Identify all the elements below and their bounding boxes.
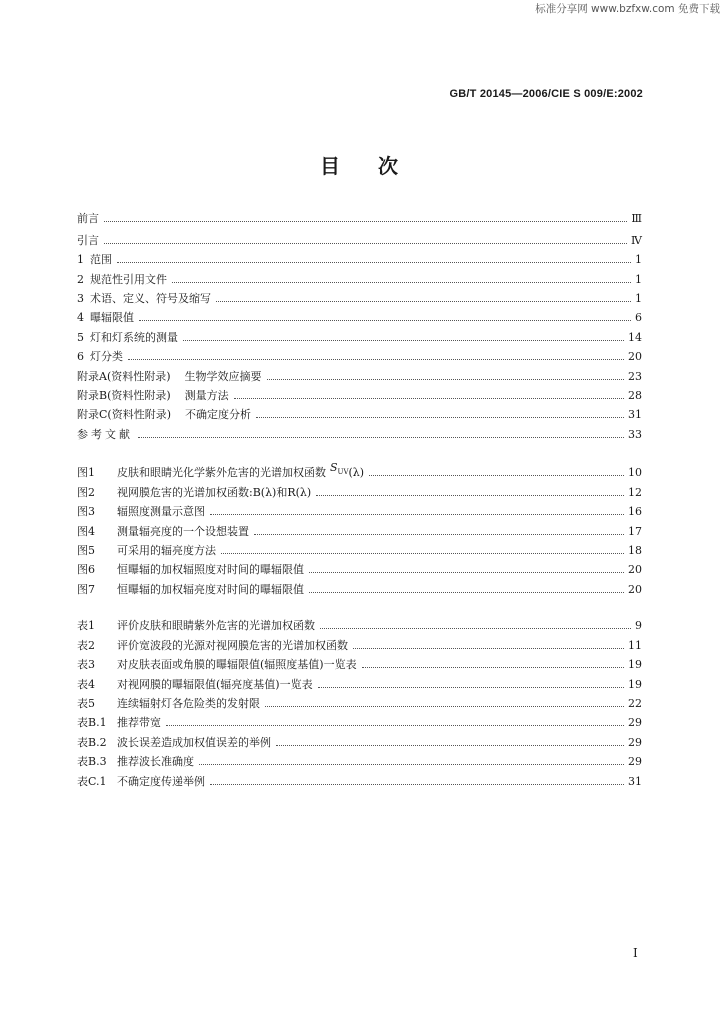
symbol-subscript: UV bbox=[337, 468, 349, 477]
toc-entry-section bbox=[77, 344, 642, 363]
entry-number: 2 bbox=[77, 272, 84, 286]
entry-title: 对视网膜的曝辐限值(辐亮度基值)一览表 bbox=[117, 677, 313, 691]
entry-page-number: 29 bbox=[628, 735, 642, 749]
entry-title: 范围 bbox=[90, 253, 112, 267]
entry-page-number: 28 bbox=[628, 388, 642, 402]
toc-entry-table bbox=[77, 749, 642, 768]
entry-title: 前言 bbox=[77, 212, 99, 226]
entry-title: 皮肤和眼睛光化学紫外危害的光谱加权函数 bbox=[117, 466, 326, 480]
entry-title: 恒曝辐的加权辐亮度对时间的曝辐限值 bbox=[117, 582, 304, 596]
toc-entry-figure bbox=[77, 576, 642, 595]
dot-leader bbox=[210, 784, 624, 785]
toc-entry-annex bbox=[77, 402, 642, 421]
dot-leader bbox=[183, 340, 624, 341]
page-title: 目次 bbox=[320, 154, 436, 178]
entry-page-number: 1 bbox=[635, 291, 642, 305]
entry-number: 图1 bbox=[77, 466, 95, 480]
entry-page-number: 18 bbox=[628, 543, 642, 557]
toc-sections bbox=[77, 206, 642, 441]
toc-entry-table bbox=[77, 691, 642, 710]
entry-page-number: 19 bbox=[628, 658, 642, 672]
entry-number: 表3 bbox=[77, 658, 95, 672]
entry-number: 图5 bbox=[77, 543, 95, 557]
toc-entry-table bbox=[77, 729, 642, 748]
toc-entry-figure bbox=[77, 518, 642, 537]
toc-entry-section bbox=[77, 247, 642, 266]
entry-title: 可采用的辐亮度方法 bbox=[117, 543, 216, 557]
entry-symbol bbox=[330, 461, 349, 479]
entry-number: 表5 bbox=[77, 696, 95, 710]
entry-page-number: 1 bbox=[635, 253, 642, 267]
entry-page-number: 1 bbox=[635, 272, 642, 286]
entry-number: 6 bbox=[77, 350, 84, 364]
entry-page-number: 17 bbox=[628, 524, 642, 538]
dot-leader bbox=[369, 475, 624, 476]
dot-leader bbox=[104, 221, 627, 222]
entry-title: 测量方法 bbox=[184, 388, 229, 402]
entry-page-number: 9 bbox=[635, 619, 642, 633]
entry-title: 视网膜危害的光谱加权函数:B(λ)和R(λ) bbox=[117, 485, 312, 499]
dot-leader bbox=[267, 379, 624, 380]
entry-number: 附录C(资料性附录) bbox=[77, 408, 171, 422]
toc-entry-foreword bbox=[77, 206, 642, 225]
toc-figures bbox=[77, 460, 642, 596]
toc-entry-section bbox=[77, 286, 642, 305]
entry-number: 4 bbox=[77, 311, 84, 325]
toc-entry-annex bbox=[77, 383, 642, 402]
dot-leader bbox=[210, 514, 624, 515]
dot-leader bbox=[221, 553, 624, 554]
toc-entry-introduction bbox=[77, 225, 642, 246]
entry-title: 规范性引用文件 bbox=[90, 272, 167, 286]
dot-leader bbox=[234, 398, 624, 399]
toc-entry-table bbox=[77, 632, 642, 651]
entry-title: 术语、定义、符号及缩写 bbox=[90, 291, 211, 305]
entry-number: 图2 bbox=[77, 485, 95, 499]
entry-page-number: 31 bbox=[628, 774, 642, 788]
dot-leader bbox=[309, 572, 624, 573]
entry-title: 连续辐射灯各危险类的发射限 bbox=[117, 696, 260, 710]
entry-page-number: 19 bbox=[628, 677, 642, 691]
entry-page-number: 14 bbox=[628, 330, 642, 344]
entry-number: 表B.1 bbox=[77, 716, 107, 730]
entry-number: 表4 bbox=[77, 677, 95, 691]
entry-page-number: 22 bbox=[628, 696, 642, 710]
entry-number: 表B.2 bbox=[77, 735, 107, 749]
entry-title: 引言 bbox=[77, 233, 99, 247]
toc-entry-table bbox=[77, 671, 642, 690]
entry-title: 恒曝辐的加权辐照度对时间的曝辐限值 bbox=[117, 563, 304, 577]
dot-leader bbox=[138, 437, 624, 438]
dot-leader bbox=[166, 725, 624, 726]
toc-tables bbox=[77, 613, 642, 788]
toc-entry-figure bbox=[77, 557, 642, 576]
dot-leader bbox=[265, 706, 624, 707]
entry-title: 测量辐亮度的一个设想装置 bbox=[117, 524, 249, 538]
entry-page-number: Ⅲ bbox=[631, 212, 642, 226]
entry-number: 图7 bbox=[77, 582, 95, 596]
entry-title: 参考文献 bbox=[77, 427, 133, 441]
toc-entry-section bbox=[77, 305, 642, 324]
entry-title: 推荐波长准确度 bbox=[117, 755, 194, 769]
entry-title: 辐照度测量示意图 bbox=[117, 505, 205, 519]
entry-number: 图4 bbox=[77, 524, 95, 538]
dot-leader bbox=[216, 301, 631, 302]
toc-entry-table bbox=[77, 613, 642, 632]
toc-entry-table bbox=[77, 768, 642, 787]
dot-leader bbox=[320, 628, 631, 629]
toc-entry-figure bbox=[77, 499, 642, 518]
dot-leader bbox=[117, 262, 631, 263]
dot-leader bbox=[353, 648, 624, 649]
toc-entry-figure bbox=[77, 460, 642, 479]
toc-entry-section bbox=[77, 324, 642, 343]
entry-number: 表1 bbox=[77, 619, 95, 633]
entry-title: 对皮肤表面或角膜的曝辐限值(辐照度基值)一览表 bbox=[117, 658, 357, 672]
entry-page-number: 11 bbox=[628, 638, 642, 652]
toc-entry-bibliography bbox=[77, 421, 642, 440]
dot-leader bbox=[172, 282, 631, 283]
dot-leader bbox=[318, 687, 624, 688]
entry-page-number: 31 bbox=[628, 408, 642, 422]
entry-page-number: Ⅳ bbox=[631, 233, 642, 247]
entry-number: 3 bbox=[77, 291, 84, 305]
dot-leader bbox=[139, 320, 631, 321]
entry-title: 曝辐限值 bbox=[90, 311, 134, 325]
site-watermark: 标准分享网 www.bzfxw.com 免费下载 bbox=[535, 3, 720, 15]
entry-title: 评价宽波段的光源对视网膜危害的光谱加权函数 bbox=[117, 638, 348, 652]
toc-entry-figure bbox=[77, 538, 642, 557]
entry-title: 推荐带宽 bbox=[117, 716, 161, 730]
dot-leader bbox=[362, 667, 624, 668]
entry-title: 评价皮肤和眼睛紫外危害的光谱加权函数 bbox=[117, 619, 315, 633]
entry-page-number: 29 bbox=[628, 716, 642, 730]
entry-page-number: 16 bbox=[628, 505, 642, 519]
dot-leader bbox=[104, 243, 627, 244]
toc-entry-figure bbox=[77, 479, 642, 498]
entry-page-number: 20 bbox=[628, 350, 642, 364]
symbol-letter: S bbox=[330, 461, 338, 475]
entry-title: 灯和灯系统的测量 bbox=[90, 330, 178, 344]
entry-page-number: 20 bbox=[628, 582, 642, 596]
standard-code-header: GB/T 20145—2006/CIE S 009/E:2002 bbox=[449, 88, 643, 100]
entry-page-number: 20 bbox=[628, 563, 642, 577]
entry-number: 表2 bbox=[77, 638, 95, 652]
entry-title: 灯分类 bbox=[90, 350, 123, 364]
entry-title: 不确定度分析 bbox=[185, 408, 251, 422]
entry-title: 波长误差造成加权值误差的举例 bbox=[117, 735, 271, 749]
dot-leader bbox=[254, 534, 624, 535]
dot-leader bbox=[199, 764, 624, 765]
toc-entry-table bbox=[77, 710, 642, 729]
entry-number: 图6 bbox=[77, 563, 95, 577]
entry-number: 表C.1 bbox=[77, 774, 107, 788]
dot-leader bbox=[256, 417, 624, 418]
toc-entry-table bbox=[77, 652, 642, 671]
symbol-argument: (λ) bbox=[348, 466, 365, 480]
dot-leader bbox=[316, 495, 624, 496]
entry-page-number: 10 bbox=[628, 466, 642, 480]
entry-number: 表B.3 bbox=[77, 755, 107, 769]
entry-number: 附录B(资料性附录) bbox=[77, 388, 171, 402]
entry-number: 图3 bbox=[77, 505, 95, 519]
entry-page-number: 23 bbox=[628, 369, 642, 383]
entry-page-number: 29 bbox=[628, 755, 642, 769]
toc-entry-section bbox=[77, 266, 642, 285]
toc-entry-annex bbox=[77, 363, 642, 382]
entry-title: 不确定度传递举例 bbox=[117, 774, 205, 788]
dot-leader bbox=[128, 359, 624, 360]
entry-title: 生物学效应摘要 bbox=[184, 369, 262, 383]
page-number: I bbox=[633, 946, 638, 960]
entry-number: 5 bbox=[77, 330, 84, 344]
entry-page-number: 6 bbox=[635, 311, 642, 325]
entry-number: 附录A(资料性附录) bbox=[77, 369, 171, 383]
entry-page-number: 33 bbox=[628, 427, 642, 441]
entry-page-number: 12 bbox=[628, 485, 642, 499]
dot-leader bbox=[276, 745, 624, 746]
dot-leader bbox=[309, 592, 624, 593]
entry-number: 1 bbox=[77, 253, 84, 267]
